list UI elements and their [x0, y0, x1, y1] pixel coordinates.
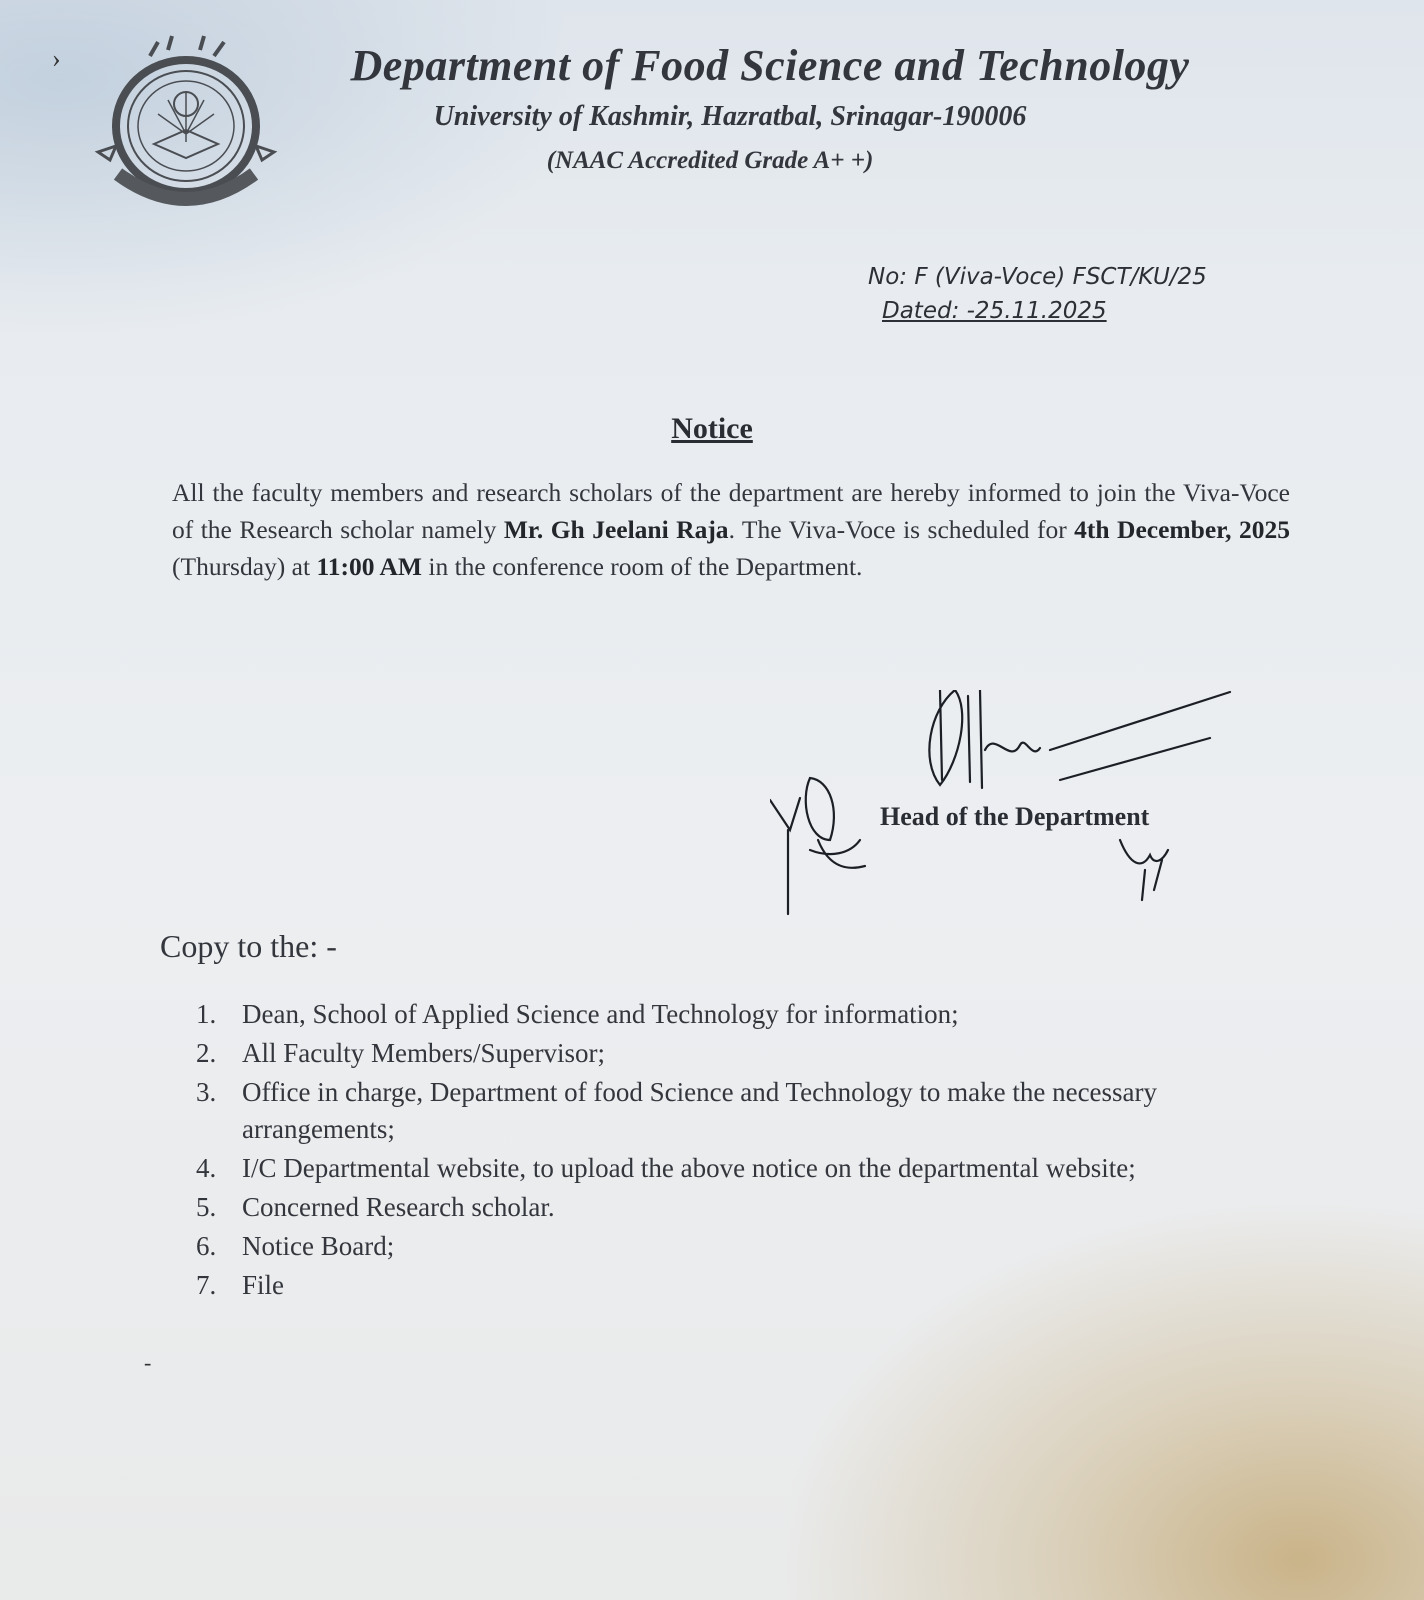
- list-item: 4. I/C Departmental website, to upload the above notice on the departmental website;: [196, 1153, 1136, 1183]
- margin-dash: -: [144, 1350, 152, 1375]
- signatory-title: Head of the Department: [880, 802, 1150, 831]
- viva-time: 11:00 AM: [316, 552, 422, 581]
- notice-text-3: (Thursday) at: [172, 552, 317, 581]
- list-item: 5. Concerned Research scholar.: [196, 1192, 555, 1222]
- list-item: 3. Office in charge, Department of food Science and Technology to make the necessary arrangements;: [196, 1077, 1158, 1144]
- letterhead: [260, 40, 1200, 175]
- notice-text-2: . The Viva-Voce is scheduled for: [728, 515, 1075, 544]
- margin-mark: ›: [52, 44, 61, 73]
- notice-text-1: All the faculty members and research scholars of the department are hereby informed to join the Viva-Voce of the Research scholar namely: [172, 478, 1290, 544]
- list-item: 1. Dean, School of Applied Science and Technology for information;: [196, 999, 959, 1029]
- list-item: 7. File: [196, 1270, 285, 1300]
- department-name: Department of Food Science and Technology: [350, 41, 1190, 90]
- copy-to-list: [196, 996, 1276, 1306]
- reference-date: Dated: -25.11.2025: [882, 298, 1107, 324]
- reference-number: No: F (Viva-Voce) FSCT/KU/25: [868, 264, 1207, 290]
- university-seal-icon: [88, 34, 284, 210]
- copy-to-title: Copy to the: -: [160, 928, 337, 964]
- accreditation: (NAAC Accredited Grade A+ +): [546, 147, 874, 174]
- university-address: University of Kashmir, Hazratbal, Srinagar-190006: [433, 101, 1027, 132]
- scholar-name: Mr. Gh Jeelani Raja: [503, 515, 729, 544]
- list-item: 6. Notice Board;: [196, 1231, 395, 1261]
- notice-body: [172, 474, 1290, 585]
- reference-block: [868, 264, 1207, 324]
- viva-date: 4th December, 2025: [1074, 515, 1290, 544]
- notice-title: Notice: [671, 412, 753, 445]
- notice-text-4: in the conference room of the Department.: [422, 552, 863, 581]
- list-item: 2. All Faculty Members/Supervisor;: [196, 1038, 605, 1068]
